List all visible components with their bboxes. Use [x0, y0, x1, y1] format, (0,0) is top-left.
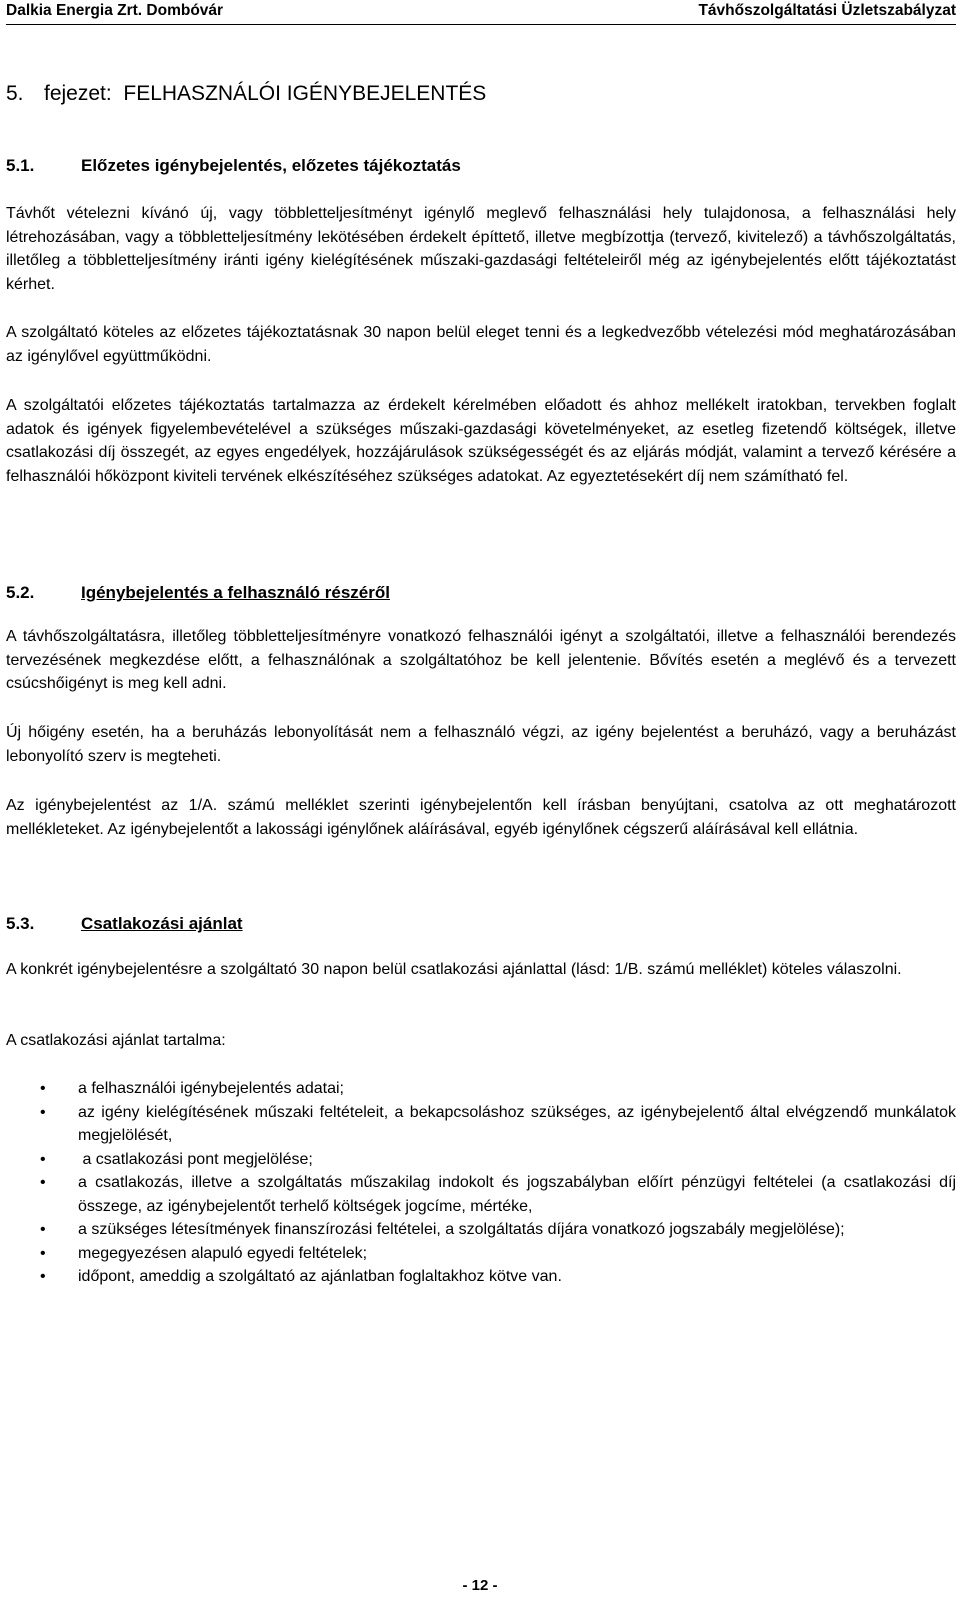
- paragraph: Új hőigény esetén, ha a beruházás lebonyolítását nem a felhasználó végzi, az igény bejelentést a beruházó, vagy a beruházást lebonyolító szerv is megteheti.: [6, 724, 956, 765]
- list-item-text: a csatlakozási pont megjelölése;: [78, 1150, 313, 1168]
- header-company: Dalkia Energia Zrt. Dombóvár: [6, 2, 224, 19]
- list-item-text: a szükséges létesítmények finanszírozási feltételei, a szolgáltatás díjára vonatkozó jogszabály megjelölése);: [78, 1221, 845, 1238]
- page-header: [6, 0, 956, 25]
- section-title: Előzetes igénybejelentés, előzetes tájékoztatás: [81, 156, 461, 175]
- section-number: 5.2.: [6, 583, 35, 602]
- list-item: [6, 1148, 956, 1172]
- list-item-text: az igény kielégítésének műszaki feltételeit, a bekapcsoláshoz szükséges, az igénybejelentő által elvégzendő munkálatok megjelölését,: [78, 1103, 956, 1144]
- list-item-text: megegyezésen alapuló egyedi feltételek;: [78, 1244, 368, 1262]
- section-heading-5-1: [6, 156, 461, 176]
- page-number: - 12 -: [462, 1577, 498, 1594]
- list-item: [6, 1171, 956, 1218]
- bullet-icon: •: [40, 1103, 46, 1121]
- list-item: [6, 1265, 956, 1289]
- chapter-title-text: fejezet: FELHASZNÁLÓI IGÉNYBEJELENTÉS: [44, 82, 487, 105]
- bullet-icon: •: [40, 1244, 46, 1262]
- list-item-text: a csatlakozás, illetve a szolgáltatás műszakilag indokolt és jogszabályban előírt pénzügyi feltételei (a csatlakozási díj összege, az igénybejelentőt terhelő költségek jogcíme, mértéke,: [78, 1174, 956, 1215]
- list-item-text: időpont, ameddig a szolgáltató az ajánlatban foglaltakhoz kötve van.: [78, 1268, 562, 1285]
- chapter-number: 5.: [6, 82, 24, 105]
- offer-contents-list: [6, 1077, 956, 1289]
- section-heading-5-2: [6, 583, 390, 603]
- section-heading-5-3: [6, 914, 243, 934]
- list-item-text: a felhasználói igénybejelentés adatai;: [78, 1080, 344, 1097]
- list-item: [6, 1242, 956, 1266]
- list-item: [6, 1101, 956, 1148]
- header-document-title: Távhőszolgáltatási Üzletszabályzat: [698, 2, 956, 19]
- paragraph: A konkrét igénybejelentésre a szolgáltató 30 napon belül csatlakozási ajánlattal (lásd: 1/B. számú melléklet) köteles válaszolni.: [6, 961, 902, 978]
- list-item: [6, 1077, 956, 1101]
- paragraph: Távhőt vételezni kívánó új, vagy többletteljesítményt igénylő meglevő felhasználási hely tulajdonosa, a felhasználási hely létrehozásában, vagy a többletteljesítmény lekötésében érdekelt építtető, illetve megbízottja (tervező, kivitelező) a távhőszolgáltatás, illetőleg a többletteljesítmény iránti igény kielégítésének műszaki-gazdasági feltételeiről még az igénybejelentés előtt tájékoztatást kérhet.: [6, 205, 956, 293]
- section-title: Csatlakozási ajánlat: [81, 914, 243, 933]
- chapter-title: [6, 82, 486, 106]
- paragraph: Az igénybejelentést az 1/A. számú melléklet szerinti igénybejelentőn kell írásban benyújtani, csatolva az ott meghatározott mellékleteket. Az igénybejelentőt a lakossági igénylőnek aláírásával, egyéb igénylőnek cégszerű aláírásával kell ellátnia.: [6, 797, 956, 838]
- section-title: Igénybejelentés a felhasználó részéről: [81, 583, 390, 602]
- section-number: 5.3.: [6, 914, 35, 933]
- bullet-icon: •: [40, 1268, 46, 1285]
- section-number: 5.1.: [6, 156, 35, 175]
- bullet-icon: •: [40, 1150, 46, 1168]
- list-item: [6, 1218, 956, 1242]
- bullet-icon: •: [40, 1174, 46, 1191]
- paragraph: A távhőszolgáltatásra, illetőleg többletteljesítményre vonatkozó felhasználói igényt a szolgáltatói, illetve a felhasználói berendezés tervezésének megkezdése előtt, a felhasználónak a szolgáltatóhoz be kell jelentenie. Bővítés esetén a meglévő és a tervezett csúcshőigényt is meg kell adni.: [6, 628, 956, 692]
- bullet-icon: •: [40, 1080, 46, 1097]
- paragraph: A csatlakozási ajánlat tartalma:: [6, 1032, 226, 1049]
- paragraph: A szolgáltatói előzetes tájékoztatás tartalmazza az érdekelt kérelmében előadott és ahhoz mellékelt iratokban, tervekben foglalt adatok és igények figyelembevételével a szükséges műszaki-gazdasági követelményeket, az esetleg fizetendő költségek, illetve csatlakozási díj összegét, az egyes engedélyek, hozzájárulások szükségességét és az eljárás módját, valamint a tervező kérésére a felhasználói hőközpont kiviteli tervének elkészítéséhez szükséges adatokat. Az egyeztetésekért díj nem számítható fel.: [6, 397, 956, 485]
- bullet-icon: •: [40, 1221, 46, 1238]
- paragraph: A szolgáltató köteles az előzetes tájékoztatásnak 30 napon belül eleget tenni és a legkedvezőbb vételezési mód meghatározásában az igénylővel együttműködni.: [6, 324, 956, 365]
